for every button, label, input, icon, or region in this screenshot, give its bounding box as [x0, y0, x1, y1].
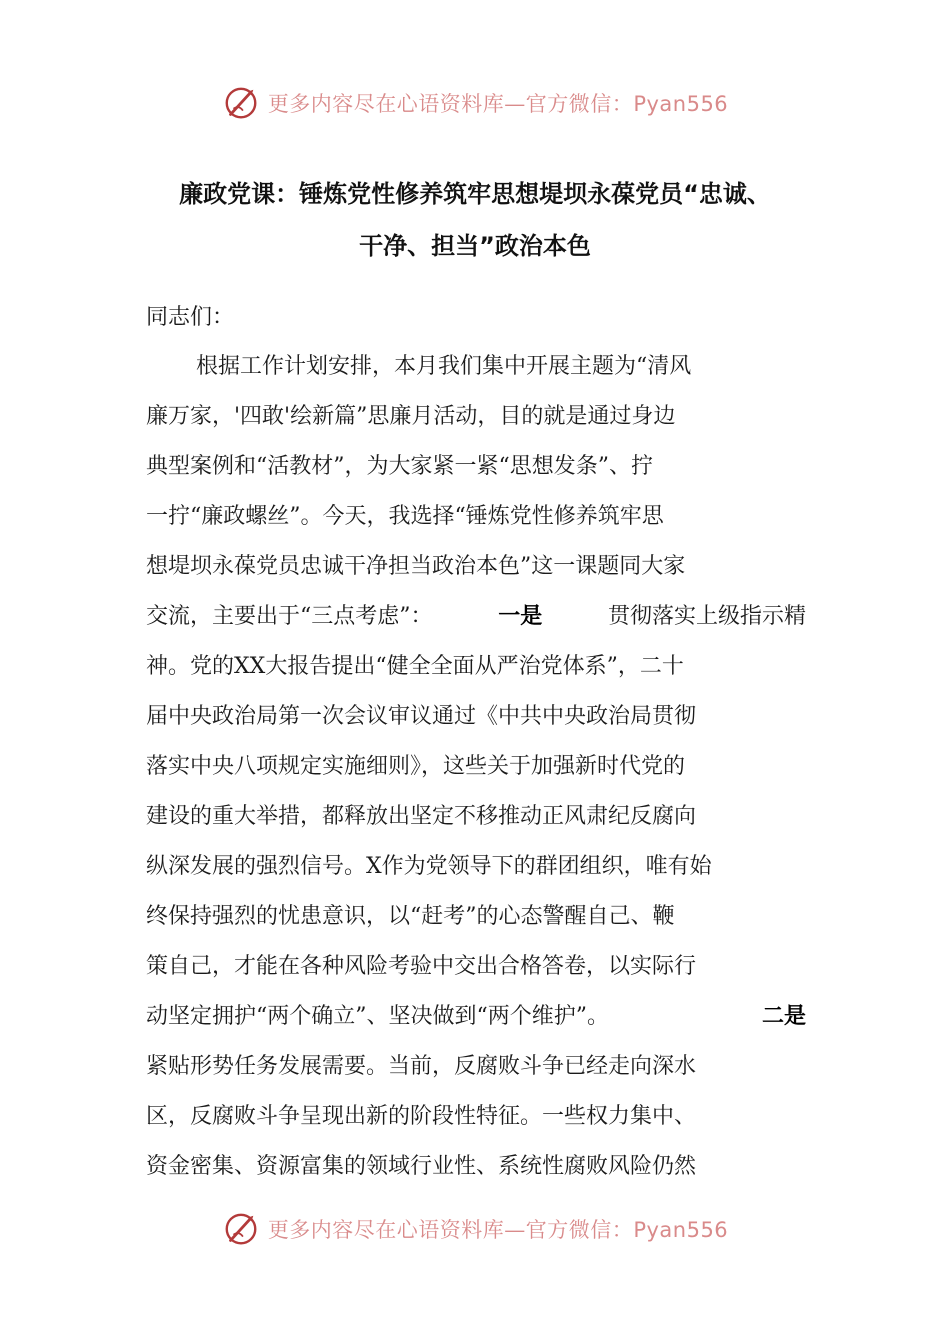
point-one-label: 一是 [498, 604, 543, 629]
body-line: 一拧“廉政螺丝”。今天，我选择“锤炼党性修养筑牢思 [146, 504, 664, 529]
point-two-label: 二是 [761, 1004, 806, 1029]
body-line: 紧贴形势任务发展需要。当前，反腐败斗争已经走向深水 [146, 1054, 697, 1079]
watermark-text: 更多内容尽在心语资料库—官方微信：Pyan556 [267, 92, 729, 116]
title-line-2: 干净、担当”政治本色 [359, 232, 591, 260]
body-line: 神。党的XX大报告提出“健全全面从严治党体系”，二十 [146, 654, 684, 679]
pen-circle-logo-icon [222, 1210, 260, 1248]
body-line-mixed [146, 997, 806, 1047]
body-line: 想堤坝永葆党员忠诚干净担当政治本色”这一课题同大家 [146, 554, 686, 579]
body-line-segment: 贯彻落实上级指示精 [607, 604, 806, 629]
body-paragraph [146, 347, 806, 1197]
body-line: 廉万家，'四敢'绘新篇”思廉月活动，目的就是通过身边 [146, 404, 676, 429]
pen-circle-logo-icon [222, 84, 260, 122]
body-line: 纵深发展的强烈信号。X作为党领导下的群团组织，唯有始 [146, 854, 712, 879]
title-line-1: 廉政党课：锤炼党性修养筑牢思想堤坝永葆党员“忠诚、 [179, 180, 771, 208]
salutation: 同志们： [146, 305, 235, 330]
body-line: 典型案例和“活教材”，为大家紧一紧“思想发条”、拧 [146, 454, 653, 479]
watermark-banner-top [0, 84, 950, 122]
body-line: 落实中央八项规定实施细则》，这些关于加强新时代党的 [146, 754, 686, 779]
body-line: 区，反腐败斗争呈现出新的阶段性特征。一些权力集中、 [146, 1104, 697, 1129]
document-title [120, 168, 830, 272]
body-line: 资金密集、资源富集的领域行业性、系统性腐败风险仍然 [146, 1154, 697, 1179]
body-line: 策自己，才能在各种风险考验中交出合格答卷，以实际行 [146, 954, 697, 979]
body-line: 终保持强烈的忧患意识，以“赶考”的心态警醒自己、鞭 [146, 904, 675, 929]
body-line-segment: 动坚定拥护“两个确立”、坚决做到“两个维护”。 [146, 1004, 609, 1029]
watermark-banner-bottom [0, 1210, 950, 1248]
watermark-text: 更多内容尽在心语资料库—官方微信：Pyan556 [267, 1218, 729, 1242]
body-line-mixed [146, 597, 806, 647]
body-line: 根据工作计划安排，本月我们集中开展主题为“清风 [196, 354, 692, 379]
body-line: 建设的重大举措，都释放出坚定不移推动正风肃纪反腐向 [146, 804, 697, 829]
body-line: 届中央政治局第一次会议审议通过《中共中央政治局贯彻 [146, 704, 697, 729]
body-line-segment: 交流，主要出于“三点考虑”： [146, 604, 433, 629]
